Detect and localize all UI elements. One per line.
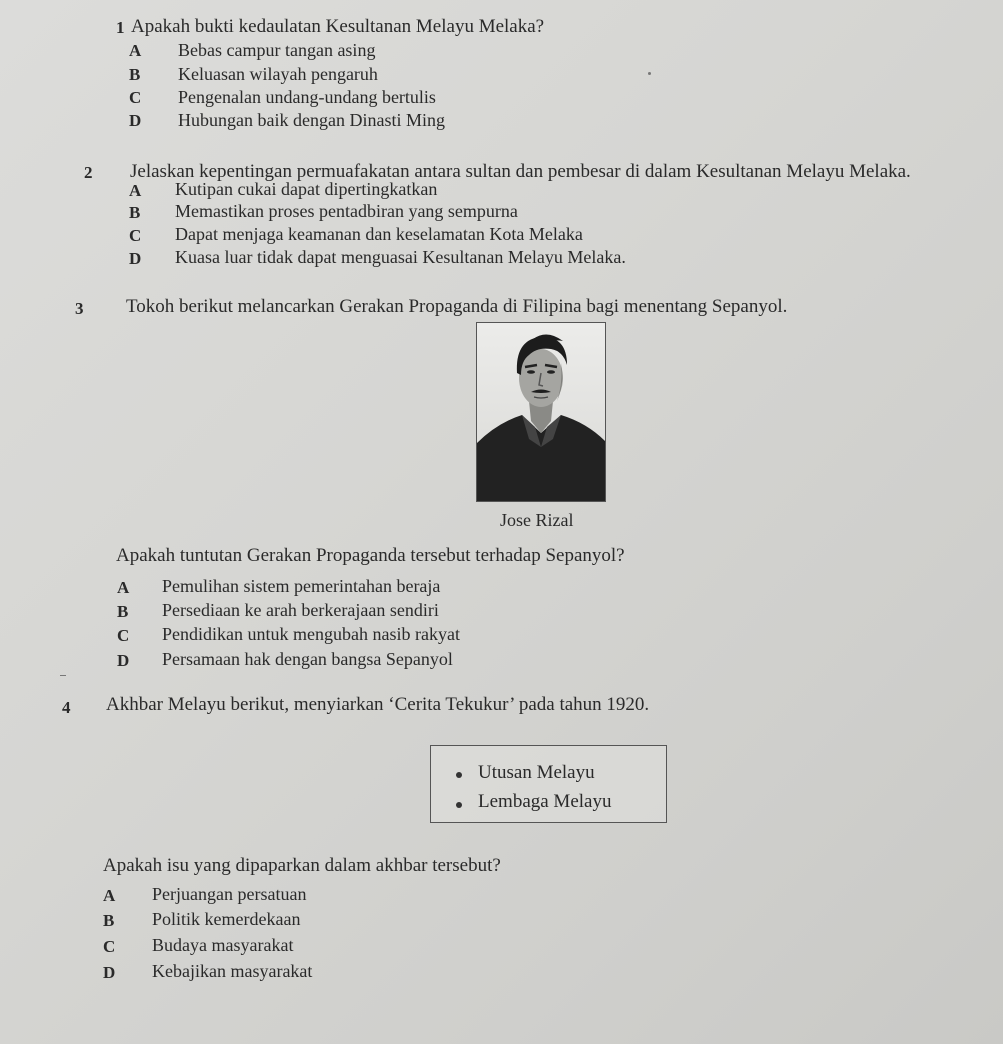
q1-option-c-text: Pengenalan undang-undang bertulis [178, 87, 436, 107]
question-4-number: 4 [62, 698, 71, 717]
box-item-lembaga-melayu: Lembaga Melayu [478, 791, 612, 812]
q2-option-c-text: Dapat menjaga keamanan dan keselamatan Kota Melaka [175, 224, 583, 244]
q4-option-b-text: Politik kemerdekaan [152, 909, 301, 929]
q2-option-d-text: Kuasa luar tidak dapat menguasai Kesultanan Melayu Melaka. [175, 247, 626, 267]
q1-option-d-letter: D [129, 111, 142, 130]
q3-option-b-letter: B [117, 602, 129, 621]
q3-option-c-letter: C [117, 626, 130, 645]
q2-option-d-letter: D [129, 249, 142, 268]
q1-option-c-letter: C [129, 88, 142, 107]
box-item-utusan-melayu: Utusan Melayu [478, 762, 595, 783]
bullet-icon [456, 772, 462, 778]
q1-option-a-text: Bebas campur tangan asing [178, 40, 376, 60]
question-4-text: Akhbar Melayu berikut, menyiarkan ‘Cerita Tekukur’ pada tahun 1920. [106, 694, 650, 715]
newspaper-list-box [430, 745, 667, 823]
paper-speck [648, 72, 651, 75]
portrait-caption: Jose Rizal [500, 510, 574, 530]
q2-option-c-letter: C [129, 226, 142, 245]
question-2-text: Jelaskan kepentingan permuafakatan antara sultan dan pembesar di dalam Kesultanan Melayu Melaka. [130, 161, 911, 182]
q4-option-b-letter: B [103, 911, 115, 930]
question-3-number: 3 [75, 299, 84, 318]
portrait-illustration [477, 323, 605, 501]
paper-speck [60, 675, 66, 676]
q4-option-d-text: Kebajikan masyarakat [152, 961, 313, 981]
question-4-question: Apakah isu yang dipaparkan dalam akhbar tersebut? [103, 855, 501, 876]
bullet-icon [456, 802, 462, 808]
q4-option-c-text: Budaya masyarakat [152, 935, 294, 955]
q3-option-d-letter: D [117, 651, 130, 670]
q1-option-d-text: Hubungan baik dengan Dinasti Ming [178, 110, 445, 130]
jose-rizal-portrait [476, 322, 606, 502]
q3-option-a-text: Pemulihan sistem pemerintahan beraja [162, 576, 441, 596]
question-3-text: Tokoh berikut melancarkan Gerakan Propaganda di Filipina bagi menentang Sepanyol. [126, 296, 788, 317]
q2-option-b-letter: B [129, 203, 141, 222]
q3-option-b-text: Persediaan ke arah berkerajaan sendiri [162, 600, 439, 620]
q3-option-c-text: Pendidikan untuk mengubah nasib rakyat [162, 624, 460, 644]
q2-option-a-text: Kutipan cukai dapat dipertingkatkan [175, 179, 438, 199]
question-2-number: 2 [84, 163, 93, 182]
q1-option-a-letter: A [129, 41, 142, 60]
question-3-question: Apakah tuntutan Gerakan Propaganda tersebut terhadap Sepanyol? [116, 545, 625, 566]
q3-option-d-text: Persamaan hak dengan bangsa Sepanyol [162, 649, 453, 669]
question-1-text: Apakah bukti kedaulatan Kesultanan Melayu Melaka? [131, 16, 545, 37]
q3-option-a-letter: A [117, 578, 130, 597]
q4-option-a-letter: A [103, 886, 116, 905]
q4-option-d-letter: D [103, 963, 116, 982]
q2-option-b-text: Memastikan proses pentadbiran yang sempurna [175, 201, 518, 221]
q1-option-b-letter: B [129, 65, 141, 84]
q1-option-b-text: Keluasan wilayah pengaruh [178, 64, 378, 84]
q4-option-c-letter: C [103, 937, 116, 956]
q4-option-a-text: Perjuangan persatuan [152, 884, 307, 904]
question-1-number: 1 [116, 18, 125, 37]
q2-option-a-letter: A [129, 181, 142, 200]
